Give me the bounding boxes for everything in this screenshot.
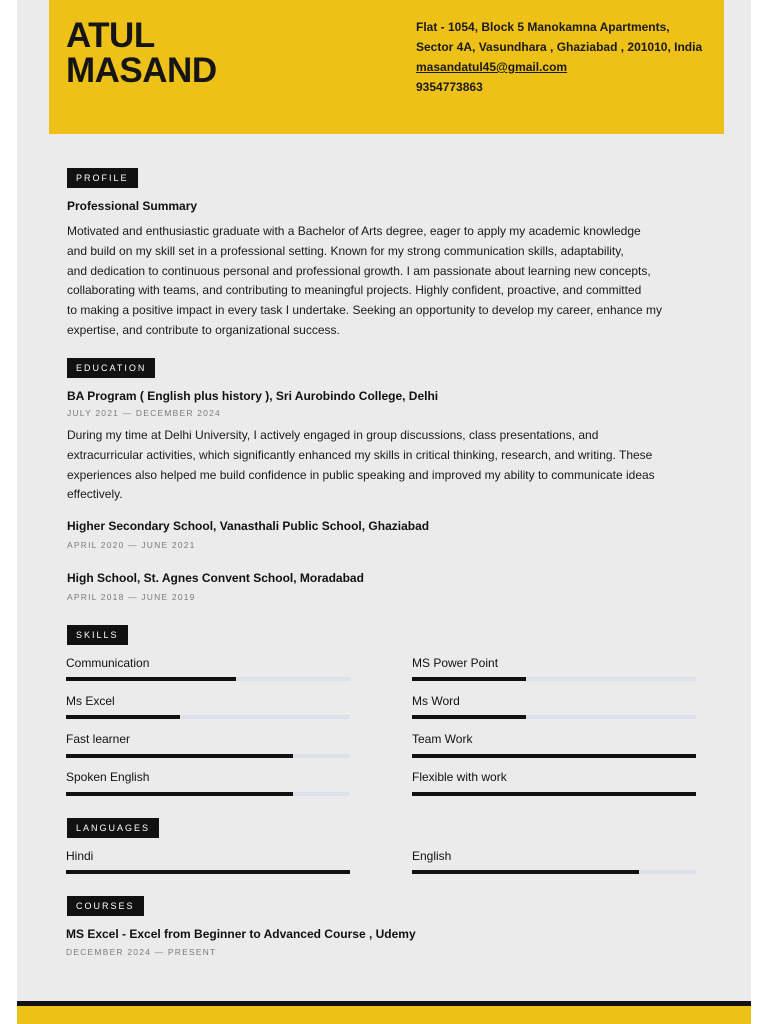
education-title-2: Higher Secondary School, Vanasthali Public School, Ghaziabad: [67, 519, 430, 533]
skill-bar-fill: [412, 715, 526, 719]
skill-bar: [66, 715, 350, 719]
name-line-2: MASAND: [66, 51, 217, 90]
footer-banner: [17, 1006, 751, 1024]
profile-title: Professional Summary: [67, 199, 198, 213]
skill-bar: [412, 715, 696, 719]
education-date-1: JULY 2021 — DECEMBER 2024: [67, 408, 221, 418]
skill-bar: [66, 677, 350, 681]
skill-bar: [66, 754, 350, 758]
education-date-3: APRIL 2018 — JUNE 2019: [67, 592, 196, 602]
education-line: effectively.: [67, 487, 123, 502]
language-bar: [412, 870, 696, 874]
course-title: MS Excel - Excel from Beginner to Advanced Course , Udemy: [66, 927, 416, 941]
skill-label: Team Work: [412, 732, 473, 746]
skill-label: Ms Excel: [66, 694, 115, 708]
education-line: extracurricular activities, which significantly enhanced my skills in critical thinking, research, and writing. These: [67, 447, 653, 462]
skill-bar-fill: [66, 715, 180, 719]
name-line-1: ATUL: [66, 16, 155, 55]
contact-block: [416, 17, 702, 97]
skill-bar-fill: [412, 792, 696, 796]
education-line: experiences also helped me build confidence in public speaking and improved my ability to communicate ideas: [67, 467, 655, 482]
language-label: English: [412, 849, 452, 863]
skill-label: Spoken English: [66, 770, 150, 784]
candidate-name: [66, 18, 217, 88]
email-link[interactable]: masandatul45@gmail.com: [416, 60, 568, 74]
skill-label: Flexible with work: [412, 770, 507, 784]
profile-line: and dedication to continuous personal and professional growth. I am passionate about learning new concepts,: [67, 263, 651, 278]
skill-bar: [412, 754, 696, 758]
education-line: During my time at Delhi University, I actively engaged in group discussions, class presentations, and: [67, 428, 599, 442]
skill-bar-fill: [412, 754, 696, 758]
course-date: DECEMBER 2024 — PRESENT: [66, 947, 217, 957]
skill-label: MS Power Point: [412, 656, 499, 670]
skill-bar-fill: [66, 677, 236, 681]
profile-line: expertise, and contribute to organizational success.: [67, 322, 340, 337]
education-title-3: High School, St. Agnes Convent School, Moradabad: [67, 571, 364, 585]
language-label: Hindi: [66, 849, 94, 863]
language-bar: [66, 870, 350, 874]
language-bar-fill: [66, 870, 350, 874]
education-date-2: APRIL 2020 — JUNE 2021: [67, 540, 196, 550]
section-label-education: EDUCATION: [67, 358, 155, 378]
profile-line: Motivated and enthusiastic graduate with a Bachelor of Arts degree, eager to apply my academic knowledge: [67, 224, 641, 238]
profile-line: collaborating with teams, and contributing to meaningful projects. Highly confident, proactive, and committed: [67, 283, 642, 298]
skill-bar-fill: [66, 754, 293, 758]
skill-bar: [66, 792, 350, 796]
phone-number: 9354773863: [416, 80, 483, 94]
skill-label: Ms Word: [412, 694, 460, 708]
profile-summary: [67, 222, 727, 341]
profile-line: to making a positive impact in every task I undertake. Seeking an opportunity to develop my career, enhance my: [67, 303, 662, 318]
section-label-skills: SKILLS: [67, 625, 128, 645]
section-label-courses: COURSES: [67, 896, 144, 916]
section-label-profile: PROFILE: [67, 168, 138, 188]
skill-bar: [412, 677, 696, 681]
skill-label: Fast learner: [66, 732, 131, 746]
address-line-2: Sector 4A, Vasundhara , Ghaziabad , 201010, India: [416, 40, 703, 54]
education-description-1: [67, 426, 727, 505]
profile-line: and build on my skill set in a professional setting. Known for my strong communication skills, adaptability,: [67, 243, 624, 258]
skill-bar: [412, 792, 696, 796]
skill-bar-fill: [66, 792, 293, 796]
education-title-1: BA Program ( English plus history ), Sri Aurobindo College, Delhi: [67, 389, 439, 403]
address-line-1: Flat - 1054, Block 5 Manokamna Apartments,: [416, 20, 670, 34]
skill-bar-fill: [412, 677, 526, 681]
section-label-languages: LANGUAGES: [67, 818, 159, 838]
skill-label: Communication: [66, 656, 150, 670]
language-bar-fill: [412, 870, 639, 874]
